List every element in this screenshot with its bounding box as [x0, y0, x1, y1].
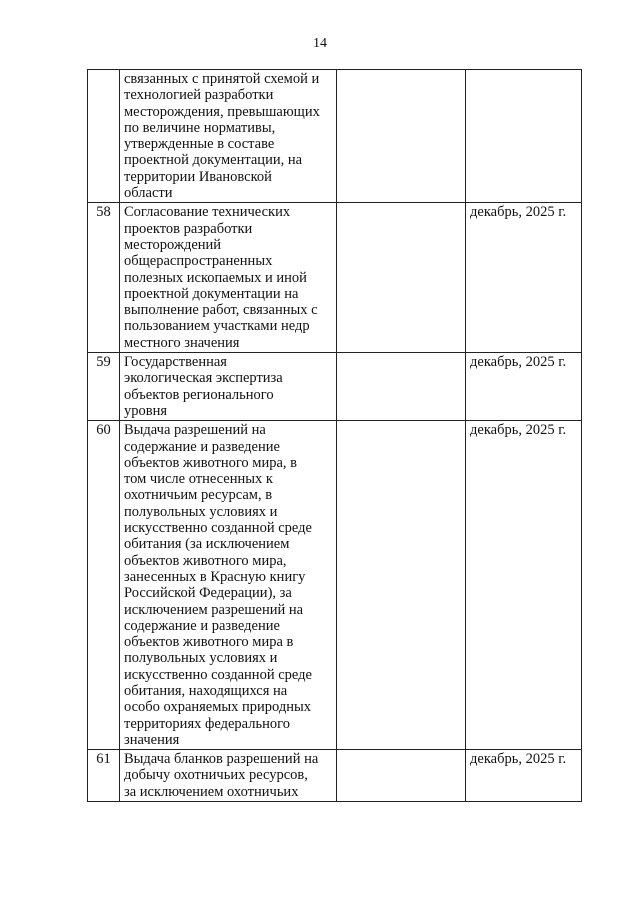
responsible-cell: [337, 421, 466, 750]
row-number: 60: [88, 421, 120, 750]
services-table: [87, 69, 582, 802]
deadline: декабрь, 2025 г.: [466, 750, 582, 802]
service-description: связанных с принятой схемой и технологией разработки месторождения, превышающих по величине нормативы, утвержденные в составе проектной документации, на территории Ивановской области: [120, 70, 337, 203]
table-row: [88, 203, 582, 353]
table-row: [88, 70, 582, 203]
service-description: Выдача разрешений на содержание и разведение объектов животного мира, в том числе отнесенных к охотничьим ресурсам, в полувольных условиях и искусственно созданной среде обитания (за исключением объектов животного мира, занесенных в Красную книгу Российской Федерации), за исключением разрешений на содержание и разведение объектов животного мира в полувольных условиях и искусственно созданной среде обитания, находящихся на особо охраняемых природных территориях федерального значения: [120, 421, 337, 750]
service-description: Государственная экологическая экспертиза объектов регионального уровня: [120, 353, 337, 421]
deadline: декабрь, 2025 г.: [466, 353, 582, 421]
row-number: 58: [88, 203, 120, 353]
service-description: Согласование технических проектов разработки месторождений общераспространенных полезных ископаемых и иной проектной документации на выполнение работ, связанных с пользованием участками недр местного значения: [120, 203, 337, 353]
deadline: декабрь, 2025 г.: [466, 421, 582, 750]
service-description: Выдача бланков разрешений на добычу охотничьих ресурсов, за исключением охотничьих: [120, 750, 337, 802]
responsible-cell: [337, 353, 466, 421]
responsible-cell: [337, 750, 466, 802]
responsible-cell: [337, 203, 466, 353]
row-number: 61: [88, 750, 120, 802]
responsible-cell: [337, 70, 466, 203]
table-row: [88, 353, 582, 421]
deadline: декабрь, 2025 г.: [466, 203, 582, 353]
deadline: [466, 70, 582, 203]
row-number: 59: [88, 353, 120, 421]
table-row: [88, 421, 582, 750]
page-number: 14: [313, 36, 327, 51]
row-number: [88, 70, 120, 203]
table-row: [88, 750, 582, 802]
